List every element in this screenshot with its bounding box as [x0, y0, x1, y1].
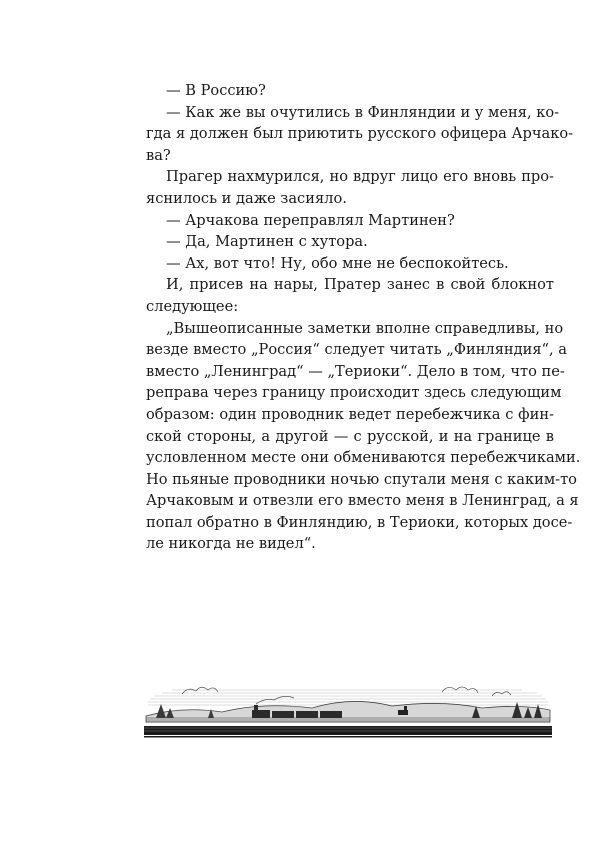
text-line: ва? — [146, 146, 171, 164]
text-line: условленном месте они обмениваются перебежчиками. — [146, 449, 581, 467]
text-line: Но пьяные проводники ночью спутали меня с каким-то — [146, 470, 577, 488]
text-line: гда я должен был приютить русского офицера Арчако- — [146, 125, 574, 143]
text-line: Прагер нахмурился, но вдруг лицо его вновь про- — [166, 168, 554, 186]
text-line: яснилось и даже засияло. — [146, 189, 347, 207]
text-line: — В Россию? — [166, 82, 266, 99]
text-line: И, присев на нары, Пратер занес в свой блокнот — [166, 276, 554, 294]
text-line: следующее: — [146, 297, 239, 315]
text-line: — Как же вы очутились в Финляндии и у меня, ко- — [166, 103, 560, 121]
text-line: попал обратно в Финляндию, в Териоки, которых досе- — [146, 513, 573, 531]
text-line: реправа через границу происходит здесь следующим — [146, 384, 562, 402]
text-line: — Ах, вот что! Ну, обо мне не беспокойтесь. — [166, 254, 509, 272]
text-line: Арчаковым и отвезли его вместо меня в Ленинград, а я — [146, 492, 579, 510]
text-line: везде вместо „Россия“ следует читать „Финляндия“, а — [146, 341, 567, 359]
text-line: ской стороны, а другой — с русской, и на границе в — [146, 427, 554, 445]
text-line: вместо „Ленинград“ — „Териоки“. Дело в том, что пе- — [146, 362, 565, 380]
text-line: — Да, Мартинен с хутора. — [166, 233, 368, 251]
landscape-vignette-illustration — [142, 676, 554, 740]
text-line: образом: один проводник ведет перебежчика с фин- — [146, 405, 554, 423]
text-line: ле никогда не видел“. — [146, 535, 316, 553]
text-line: „Вышеописанные заметки вполне справедливы, но — [166, 319, 564, 337]
body-text — [146, 80, 581, 555]
text-line: — Арчакова переправлял Мартинен? — [166, 211, 455, 229]
